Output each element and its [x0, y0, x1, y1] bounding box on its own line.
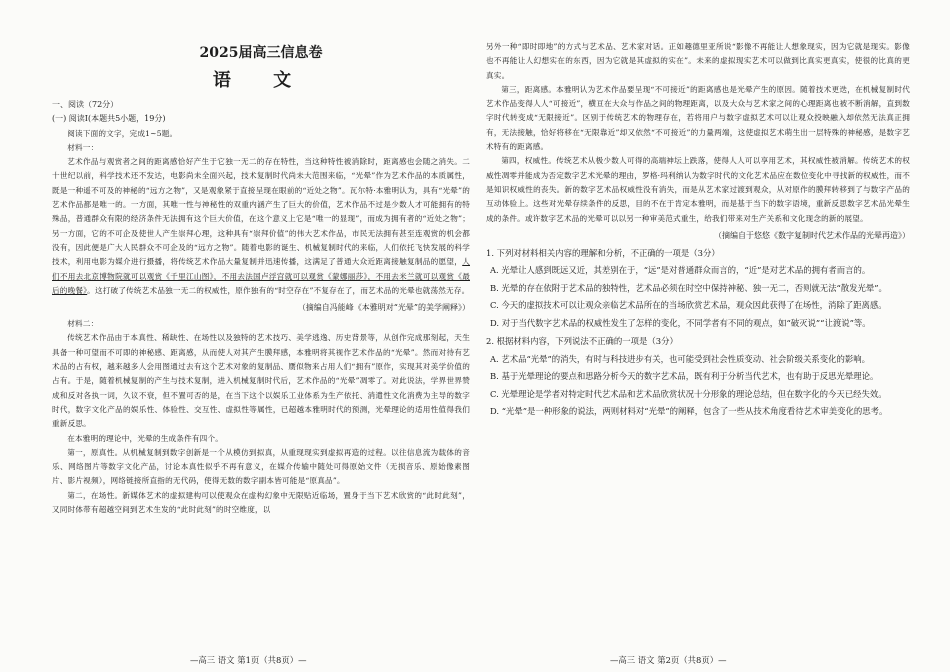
- material-2-paragraph-2: 在本雅明的理论中，光晕的生成条件有四个。: [67, 433, 224, 443]
- material-1-source: （摘编自冯能峰《本雅明对“光晕”的美学阐释》）: [297, 303, 470, 313]
- material-2-paragraph-3: 第一，原真性。从机械复制到数字创新是一个从模仿到拟真，从重现现实到虚拟再造的过程。以往信息流为载体的音乐、网络图片等数字文化产品，讨论本真性似乎不再有意义，在媒介传输中随处可得原始文件（无损音乐、原始像素图片、影片视频），网络链接所直指的无代码，使得无数的数字副本皆可能是“原真品”。: [52, 447, 470, 486]
- material-1-text: 艺术作品与观赏者之间的距离感恰好产生于它独一无二的存在特性，当这种特性被消除时，距离感也会随之消失。二十世纪以前，科学技术还不发达，电影尚未全面兴起，技术复制时代尚未大范围来临，“光晕”作为艺术作品的本质属性，既是一种遥不可及的神秘的“远方之物”，又是观象紧于直接呈现在眼前的“近处之物”。瓦尔特·本雅明认为，具有“光晕”的艺术作品都是唯一的。一方面，其唯一性与神秘性的双重内涵产生了巨大的价值，艺术作品不过是少数人才可能拥有的特殊品，普通群众有限的经济条件无法拥有这个巨大价值，在这个意义上它是“唯一的显现”，而成为拥有者的“近处之物”；另一方面，它的不可企及使世人产生崇拜心理，这种具有“崇拜价值”的伟大艺术作品，市民无法拥有甚至连观赏的机会都没有，因此便是广大人民群众不可企及的“远方之物”。随着电影的诞生、机械复制时代的来临，人们依托飞快发展的科学技术，利用电影为媒介进行摄播，将传统艺术作品大量复制并迅速传播，这满足了普通大众近距离接触复制品的愿望，: [52, 157, 470, 267]
- material-1-label: 材料一：: [67, 142, 99, 152]
- material-2-paragraph-5: 第三，距离感。本雅明认为艺术作品要呈现“不可接近”的距离感也是光晕产生的原因。随着技术更迭，在机械复制时代艺术作品变得人人“可接近”，横亘在大众与作品之间的物理距离，以及大众与艺术家之间的心理距离也被不断消解，直到数字时代转变成“无限接近”。区别于传统艺术的物理存在，若将用户与数字虚拟艺术可以让观众投映融入却依然无法真正拥有，无法接触，恰好将移在“无限靠近”却又依然“不可接近”的力量两端，这使虚拟艺术萌生出一层特殊的神秘感，是数字艺术特有的距离感。: [486, 84, 910, 152]
- question-2-option-b: B. 基于光晕理论的要点和思路分析今天的数字艺术品，既有利于分析当代艺术，也有助于反思光晕理论。: [490, 371, 879, 382]
- question-2-option-a: A. 艺术品“光晕”的消失，有时与科技进步有关，也可能受到社会性质变动、社会阶级关系变化的影响。: [490, 353, 871, 364]
- material-2-paragraph-4: 第二，在场性。新媒体艺术的虚拟建构可以使观众在虚构幻象中无限贴近临场，置身于当下艺术欣赏的“此时此刻”，又同时体带有超越空间到艺术生发的“此时此刻”的时空维度，以: [52, 490, 470, 515]
- subsection-heading: (一) 阅读Ⅰ(本题共5小题，19分): [52, 114, 166, 124]
- instructions: 阅读下面的文字，完成1~5题。: [67, 128, 178, 138]
- right-column: [486, 40, 910, 672]
- material-2-paragraph-6: 第四，权威性。传统艺术从极少数人可得的高端神坛上跌落，使得人人可以享用艺术，其权威性被消解。传统艺术的权威性凋零并能成为否定数字艺术光晕的理由，罗格·玛利纳认为数字时代的文化艺术品应在数位变化中寻找新的权威性，而不是知识权威性的丧失。新的数字艺术品权威性没有消失，而是从艺术家过渡到观众，从对原作的膜拜转移到了与数字产品的互动体验上。这些对光晕存续条件的反思，目的不在于肯定本雅明，而是基于当下的数字语境，重新反思数字艺术品光晕生成的条件。或许数字艺术品的光晕可以以另一种审美范式重生，给我们带来对生产关系和文化现念的新的展望。: [486, 156, 910, 223]
- page-footer-right: —高三 语文 第2页（共8页）—: [610, 655, 727, 665]
- question-1-option-a: A. 光晕让人感到既远又近，其差别在于，“远”是对普通群众而言的，“近”是对艺术品的拥有者而言的。: [490, 265, 871, 276]
- question-1-option-d: D. 对于当代数字艺术品的权威性发生了怎样的变化，不同学者有不同的观点，如“破灭说”“让渡说”等。: [490, 317, 871, 328]
- underlined-sentence: 人们不用去北京博物院就可以观赏《千里江山图》，不用去法国卢浮宫就可以观赏《蒙娜丽莎》，不用去米兰就可以观赏《最后的晚餐》: [52, 257, 470, 295]
- page-footer-left: —高三 语文 第1页（共8页）—: [190, 655, 307, 665]
- question-1-option-c: C. 今天的虚拟技术可以让观众亲临艺术品所在的当场欣赏艺术品，观众因此获得了在场性，消除了距离感。: [490, 300, 887, 311]
- question-1: 1. 下列对材料相关内容的理解和分析，不正确的一项是（3分）: [486, 247, 720, 258]
- question-1-option-b: B. 光晕的存在依附于艺术品的独特性，艺术品必须在时空中保持神秘、独一无二，否则就无法“散发光晕”。: [490, 282, 887, 293]
- material-1-paragraph: [52, 155, 470, 298]
- material-2-continued: 另外一种“即时即地”的方式与艺术品、艺术家对话。正如趣德里亚所说“影像不再能让人想象现实，因为它就是现实。影像也不再能让人幻想实在的东西，因为它就是其虚拟的实在”。未来的虚拟现实艺术可以做到比真实更真实，使很的比真的更真实。: [486, 42, 910, 80]
- material-2-label: 材料二：: [67, 319, 99, 329]
- exam-title: 2025届高三信息卷: [199, 45, 323, 61]
- material-2-source: （摘编自于悠悠《数字复制时代艺术作品的光晕再造》）: [714, 230, 910, 240]
- question-2-option-d: D. “光晕”是一种形象的说法，两则材料对“光晕”的阐释，包含了一些从技术角度看待艺术审美变化的思考。: [490, 406, 888, 417]
- material-2-paragraph-1: 传统艺术作品由于本真性、稀缺性、在场性以及独特的艺术技巧、美学逃逸、历史背景等，从创作完成那刻起，天生具备一种可望而不可即的神秘感、距离感，从而使人对其产生膜拜感，本雅明将其视作艺术作品的“光晕”。然而对待有艺术品的占有权，越来越多人会用图通过去有这个艺术对象的复制品、赝似物来占用人们“拥有”原作，实现其对美学价值的占有。于是，随着机械复制的产生与技术复制，进入机械复制时代后，艺术作品的“光晕”凋零了。对此说法，学界世界赞成和反对各执一词，久议不衰，但不置可否的是，在当下这个以娱乐工业体系为生产依托、消遣性文化消费为主导的数字时代，数字文化产品的娱乐性、体验性、交互性、虚拟性等属性，已超越本雅明时代的预测，光晕理论的适用性值得我们重新反思。: [52, 333, 470, 429]
- section-heading: 一、阅读（72分）: [52, 100, 119, 109]
- question-2-option-c: C. 光晕理论是学者对特定时代艺术品和艺术品欣赏状况十分形象的理论总结，但在数字化的今天已经失效。: [490, 388, 887, 399]
- material-1-tail: 。这打破了传统艺术品独一无二的权威性，原作独有的“时空存在”不复存在了，而艺术品的光晕也就荡然无存。: [87, 285, 470, 295]
- question-2: 2. 根据材料内容，下列说法不正确的一项是（3分）: [486, 336, 678, 347]
- subject-title: 语 文: [212, 70, 310, 91]
- left-column: [52, 34, 470, 672]
